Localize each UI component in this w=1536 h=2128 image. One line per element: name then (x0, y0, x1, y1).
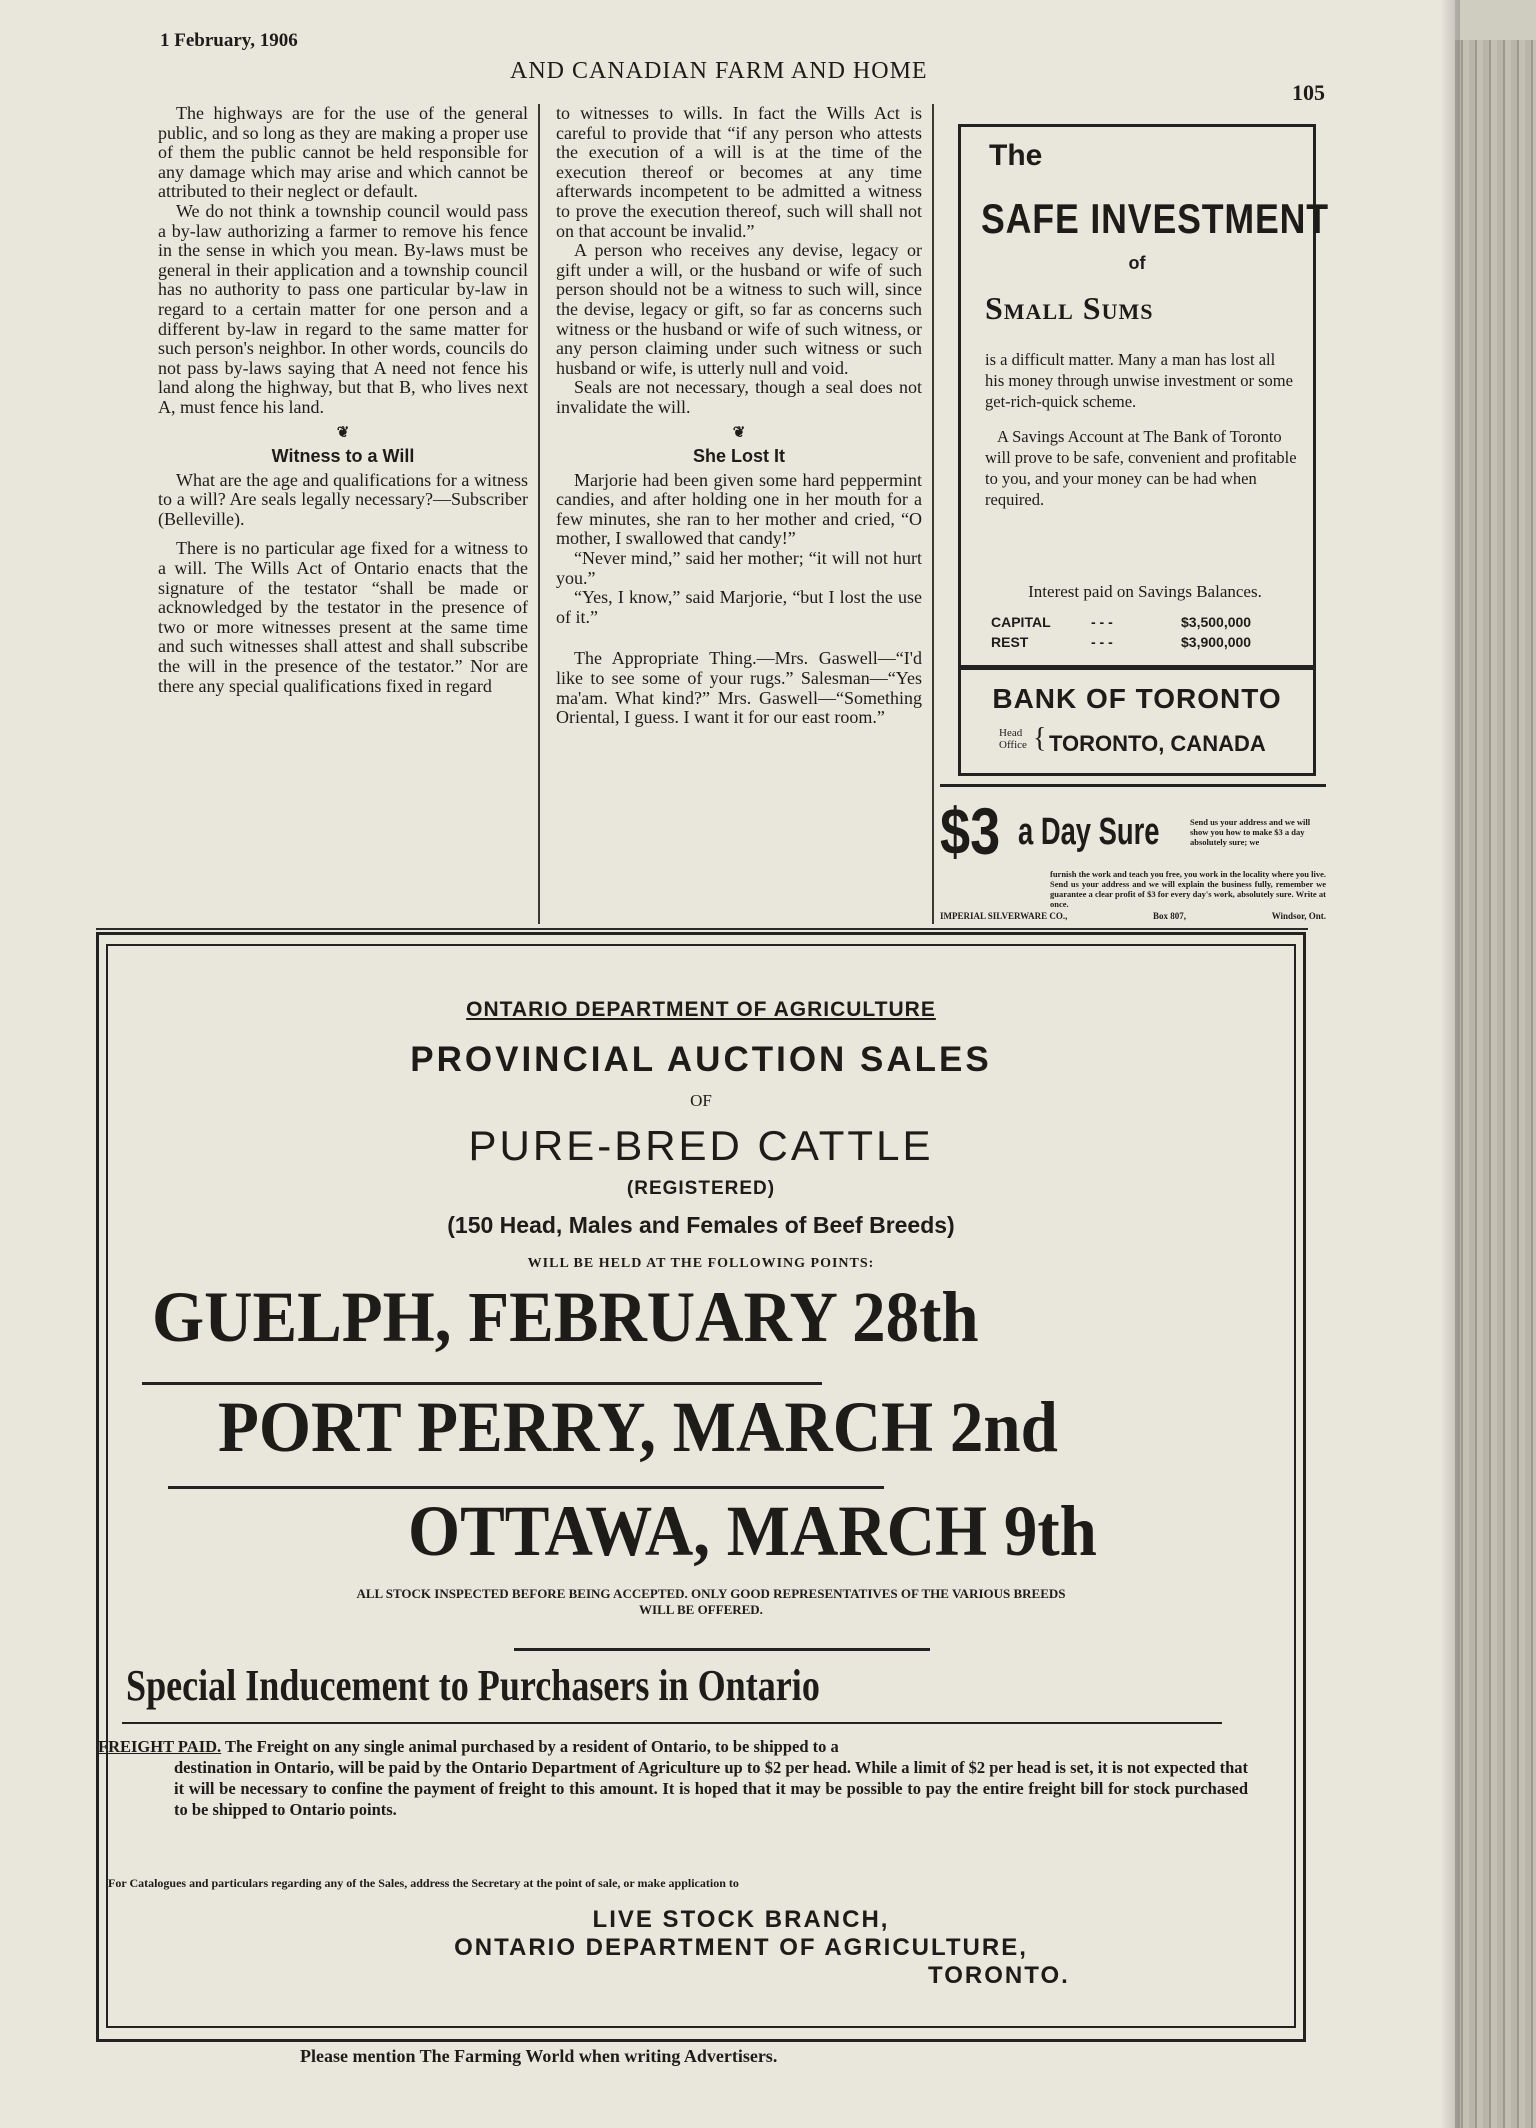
three-dollar-amount: $3 (940, 794, 1001, 868)
small-sums-subhead: Small Sums (985, 290, 1154, 326)
article-column-1 (158, 104, 528, 696)
footer-mention: Please mention The Farming World when writing Advertisers. (300, 2046, 778, 2066)
witness-answer: There is no particular age fixed for a witness to a will. The Wills Act of Ontario enacts that the signature of the testator “shall be made or acknowledged by the testator in the presence of two or more witnesses present at the same time and such witnesses shall attest and shall subscribe the will in the presence of the testator.” Nor are there any special qualifications fixed in regard (158, 538, 528, 696)
capital-label: CAPITAL (991, 614, 1051, 630)
port-perry-underline (168, 1486, 884, 1489)
of-line: OF (690, 1091, 712, 1110)
capital-value: $3,500,000 (1181, 614, 1252, 630)
freight-rest: destination in Ontario, will be paid by the Ontario Department of Agriculture up to $2 per head. While a limit of $2 per head is set, it is not expected that it will be necessary to confine the payment of freight to this amount. It is hoped that it may be possible to pay the entire freight bill for stock purchased to be shipped to Ontario points. (174, 1758, 1248, 1819)
auction-title: PROVINCIAL AUCTION SALES (410, 1040, 992, 1079)
brace-icon: { (1033, 723, 1047, 754)
department-address: ONTARIO DEPARTMENT OF AGRICULTURE, (454, 1934, 1028, 1961)
bank-city: TORONTO, CANADA (1049, 731, 1266, 756)
safe-investment-headline: SAFE INVESTMENT (981, 195, 1329, 242)
inducement-rule (514, 1648, 930, 1651)
ad-of: of (1128, 253, 1146, 273)
cattle-line: PURE-BRED CATTLE (468, 1122, 934, 1169)
rest-row (991, 634, 1251, 650)
story-paragraph-2: “Never mind,” said her mother; “it will not hurt you.” (556, 548, 922, 588)
bank-name: BANK OF TORONTO (992, 683, 1282, 714)
three-ad-side-text: Send us your address and we will show you how to make $3 a day absolutely sure; we (1190, 817, 1311, 847)
devise-paragraph: A person who receives any devise, legacy or gift under a will, or the husband or wife of such person should not be a witness to such will, since the devise, legacy or gift, so far as concerns such witness or the husband or wife of such witness, or any person claiming under such witness or such husband or wife, is utterly null and void. (556, 240, 922, 378)
seals-paragraph: Seals are not necessary, though a seal does not invalidate the will. (556, 377, 922, 417)
appropriate-thing-joke: The Appropriate Thing.—Mrs. Gaswell—“I'd like to see some of your rugs.” Salesman—“Yes ma'am. What kind?” Mrs. Gaswell—“Something Oriental, I guess. I want it for our east room.” (556, 648, 922, 728)
department-line: ONTARIO DEPARTMENT OF AGRICULTURE (466, 998, 936, 1021)
inspected-line: ALL STOCK INSPECTED BEFORE BEING ACCEPTED. ONLY GOOD REPRESENTATIVES OF THE VARIOUS BREEDS (356, 1586, 1066, 1601)
held-line: WILL BE HELD AT THE FOLLOWING POINTS: (527, 1256, 875, 1271)
column-divider-2 (932, 104, 934, 924)
bank-ad-divider (958, 665, 1316, 670)
catalogues-line: For Catalogues and particulars regarding any of the Sales, address the Secretary at the point of sale, or make application to (108, 1876, 739, 1890)
box-number: Box 807, (1153, 911, 1187, 921)
section-ornament: ❦ (732, 424, 746, 441)
company-name: IMPERIAL SILVERWARE CO., (940, 911, 1068, 921)
inducement-heading: Special Inducement to Purchasers in Ontario (126, 1661, 820, 1710)
inducement-underline (122, 1722, 1222, 1724)
bank-body-2: A Savings Account at The Bank of Toronto will prove to be safe, convenient and profitable to you, and your money can be had when required. (985, 427, 1297, 509)
head-count-line: (150 Head, Males and Females of Beef Breeds) (447, 1212, 955, 1238)
witness-heading: Witness to a Will (271, 446, 415, 467)
book-binding (1455, 40, 1536, 2128)
rest-dashes: - - - (1091, 634, 1113, 650)
ottawa-sale: OTTAWA, MARCH 9th (408, 1491, 1097, 1571)
story-paragraph-1: Marjorie had been given some hard peppermint candies, and after holding one in her mouth for a few minutes, she ran to her mother and cried, “O mother, I swallowed that candy!” (556, 469, 922, 549)
running-title: AND CANADIAN FARM AND HOME (510, 58, 928, 84)
column-divider-1 (538, 104, 540, 924)
auction-ad (98, 944, 1296, 2028)
rest-value: $3,900,000 (1181, 634, 1252, 650)
live-stock-branch: LIVE STOCK BRANCH, (592, 1906, 890, 1933)
port-perry-sale: PORT PERRY, MARCH 2nd (218, 1387, 1058, 1467)
freight-paragraph (98, 1736, 1248, 1820)
registered-line: (REGISTERED) (626, 1178, 776, 1199)
freight-line-1: The Freight on any single animal purchased by a resident of Ontario, to be shipped to a (224, 1737, 839, 1756)
she-lost-it-heading: She Lost It (692, 446, 785, 467)
bylaw-paragraph: We do not think a township council would pass a by-law authorizing a farmer to remove his fence in the sense in which you mean. By-laws must be general in their application and a township council has no authority to pass one particular by-law in regard to a certain matter for one person and a different by-law in regard to the same matter for such person's neighbor. In other words, councils do not pass by-laws saying that A need not fence his land along the highway, but that B, who lives next A, must fence his land. (158, 200, 528, 417)
rest-label: REST (991, 634, 1029, 650)
highways-paragraph: The highways are for the use of the general public, and so long as they are making a proper use of them the public cannot be held responsible for any damage which may arise and which cannot be attributed to their neglect or default. (158, 103, 528, 202)
head-office-label: Head Office (999, 727, 1027, 751)
three-dollar-ad (940, 784, 1326, 927)
interest-line: Interest paid on Savings Balances. (1028, 582, 1262, 601)
toronto-address: TORONTO. (928, 1962, 1070, 1989)
story-paragraph-3: “Yes, I know,” said Marjorie, “but I lost the use of it.” (556, 587, 922, 627)
witness-question: What are the age and qualifications for a witness to a will? Are seals legally necessary?—Subscriber (Belleville). (158, 469, 528, 529)
bank-ad-body (985, 349, 1297, 524)
a-day-sure: a Day Sure (1018, 811, 1160, 853)
wills-act-paragraph: to witnesses to wills. In fact the Wills Act is careful to provide that “if any person who attests the execution of a will is at the time of the execution thereof or becomes at any time afterwards incompetent to be admitted a witness to prove the execution thereof, such will shall not on that account be invalid.” (556, 103, 922, 241)
capital-row (991, 614, 1251, 630)
bank-body-1: is a difficult matter. Many a man has lost all his money through unwise investment or some get-rich-quick scheme. (985, 350, 1293, 411)
section-rule (96, 928, 1308, 930)
offered-line: WILL BE OFFERED. (639, 1602, 763, 1617)
bank-of-toronto-ad (958, 124, 1329, 776)
three-ad-footer (940, 911, 1326, 921)
guelph-underline (142, 1382, 822, 1385)
issue-date: 1 February, 1906 (160, 30, 298, 51)
page-number: 105 (1292, 80, 1325, 105)
ad-the: The (989, 139, 1043, 172)
guelph-sale: GUELPH, FEBRUARY 28th (152, 1277, 979, 1357)
freight-label: FREIGHT PAID. (98, 1737, 222, 1756)
binding-shadow (1440, 0, 1460, 2128)
article-column-2 (556, 104, 922, 728)
three-ad-body: furnish the work and teach you free, you work in the locality where you live. Send us your address and we will explain the business fully, remember we guarantee a clear profit of $3 for every day's work, absolutely sure. Write at once. (1050, 869, 1326, 909)
section-ornament: ❦ (336, 424, 350, 441)
company-town: Windsor, Ont. (1271, 911, 1326, 921)
capital-dashes: - - - (1091, 614, 1113, 630)
